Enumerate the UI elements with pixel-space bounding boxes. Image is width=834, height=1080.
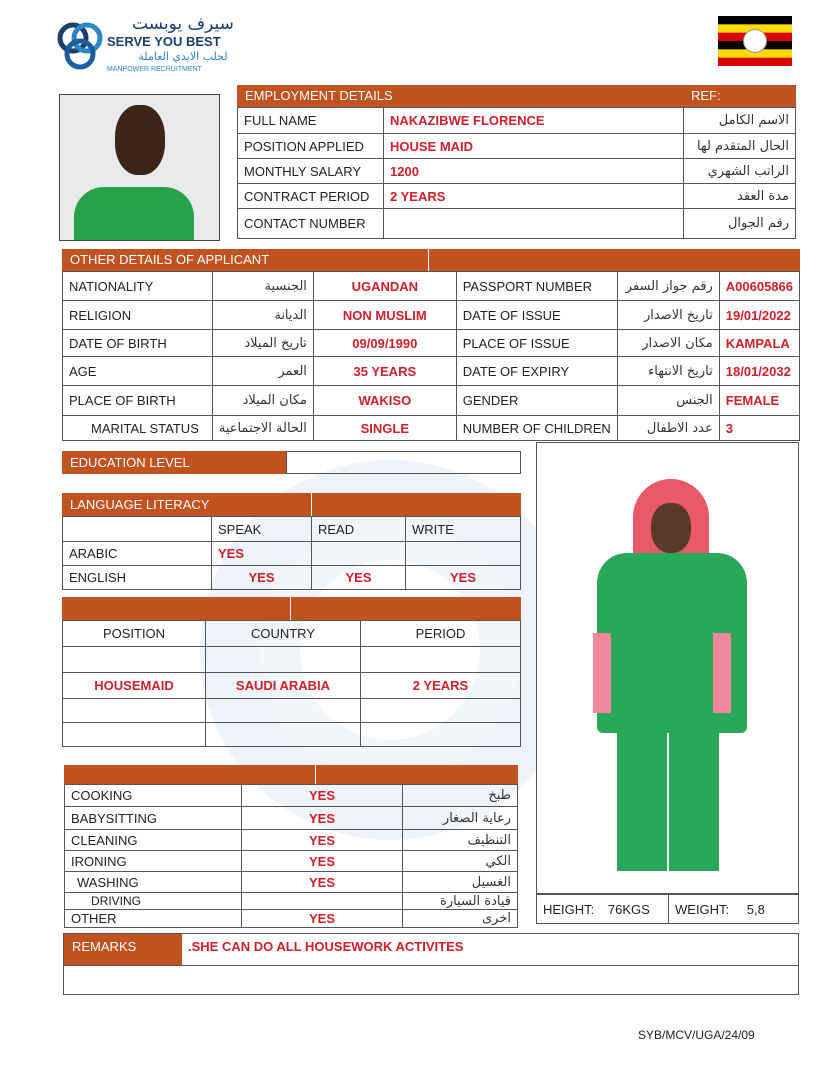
applicant-full-body-photo <box>536 442 799 894</box>
table-row <box>63 416 800 441</box>
logo-sub: MANPOWER RECRUITMENT <box>107 66 202 73</box>
ironing-arabic: الكي <box>403 851 518 872</box>
date-of-expiry-arabic: تاريخ الانتهاء <box>617 357 719 386</box>
monthly-salary-label: MONTHLY SALARY <box>238 159 384 184</box>
religion-value: NON MUSLIM <box>313 301 456 330</box>
table-row <box>63 673 521 699</box>
place-of-issue-value: KAMPALA <box>719 330 799 357</box>
work-experience-header <box>62 597 521 620</box>
experience-position <box>63 723 206 747</box>
driving-label: DRIVING <box>65 893 242 910</box>
applicant-portrait-photo <box>59 94 220 241</box>
marital-status-value: SINGLE <box>313 416 456 441</box>
babysitting-label: BABYSITTING <box>65 807 242 830</box>
remarks-label: REMARKS <box>64 934 182 965</box>
table-row <box>65 910 518 928</box>
table-row <box>65 851 518 872</box>
date-of-issue-value: 19/01/2022 <box>719 301 799 330</box>
weight-value: 5,8 <box>746 901 765 917</box>
monthly-salary-value: 1200 <box>384 159 684 184</box>
table-row <box>238 184 796 209</box>
table-row <box>63 647 521 673</box>
cooking-value: YES <box>242 785 403 807</box>
ironing-value: YES <box>242 851 403 872</box>
contract-period-arabic: مدة العقد <box>684 184 796 209</box>
place-of-issue-arabic: مكان الاصدار <box>617 330 719 357</box>
skills-table <box>64 784 518 928</box>
age-arabic: العمر <box>212 357 313 386</box>
employment-details-header <box>237 85 796 107</box>
experience-country <box>206 723 361 747</box>
age-label: AGE <box>63 357 213 386</box>
arabic-language-label: ARABIC <box>63 542 212 566</box>
height-value: 76KGS <box>607 901 650 917</box>
marital-status-label: MARITAL STATUS <box>63 416 213 441</box>
experience-position <box>63 699 206 723</box>
ref-label: REF: <box>691 88 721 103</box>
ironing-label: IRONING <box>65 851 242 872</box>
language-literacy-table <box>62 516 521 590</box>
table-row <box>63 542 521 566</box>
passport-number-value: A00605866 <box>719 272 799 301</box>
english-write-value: YES <box>406 566 521 590</box>
table-row <box>63 272 800 301</box>
table-row <box>238 134 796 159</box>
table-row <box>65 872 518 893</box>
position-applied-arabic: الحال المتقدم لها <box>684 134 796 159</box>
work-experience-table <box>62 620 521 747</box>
language-literacy-title: LANGUAGE LITERACY <box>70 497 210 512</box>
washing-label: WASHING <box>65 872 242 893</box>
remarks-value: .SHE CAN DO ALL HOUSEWORK ACTIVITES <box>188 939 464 954</box>
number-of-children-label: NUMBER OF CHILDREN <box>456 416 617 441</box>
marital-status-arabic: الحالة الاجتماعية <box>212 416 313 441</box>
uganda-flag <box>718 16 792 66</box>
cooking-arabic: طبخ <box>403 785 518 807</box>
employment-details-table <box>237 107 796 239</box>
place-of-issue-label: PLACE OF ISSUE <box>456 330 617 357</box>
read-column-header: READ <box>312 517 406 542</box>
nationality-label: NATIONALITY <box>63 272 213 301</box>
country-column-header: COUNTRY <box>206 621 361 647</box>
date-of-birth-label: DATE OF BIRTH <box>63 330 213 357</box>
contact-number-arabic: رقم الجوال <box>684 209 796 239</box>
table-row <box>238 209 796 239</box>
contact-number-value <box>384 209 684 239</box>
table-row <box>63 517 521 542</box>
arabic-read-value <box>312 542 406 566</box>
other-arabic: اخرى <box>403 910 518 928</box>
place-of-birth-value: WAKISO <box>313 386 456 416</box>
height-label: HEIGHT: <box>543 901 595 917</box>
flag-stripe <box>718 16 792 25</box>
date-of-birth-value: 09/09/1990 <box>313 330 456 357</box>
employment-details-title: EMPLOYMENT DETAILS <box>245 88 393 103</box>
table-row <box>63 301 800 330</box>
table-row <box>537 895 799 924</box>
gender-label: GENDER <box>456 386 617 416</box>
table-row <box>63 330 800 357</box>
nationality-value: UGANDAN <box>313 272 456 301</box>
skills-header <box>64 765 518 784</box>
passport-number-arabic: رقم جواز السفر <box>617 272 719 301</box>
nationality-arabic: الجنسية <box>212 272 313 301</box>
babysitting-arabic: رعاية الصغار <box>403 807 518 830</box>
table-row <box>63 386 800 416</box>
document-code: SYB/MCV/UGA/24/09 <box>638 1028 755 1042</box>
logo-name: SERVE YOU BEST <box>107 34 221 49</box>
experience-period <box>361 647 521 673</box>
date-of-birth-arabic: تاريخ الميلاد <box>212 330 313 357</box>
write-column-header: WRITE <box>406 517 521 542</box>
full-name-label: FULL NAME <box>238 108 384 134</box>
company-logo <box>55 14 255 76</box>
table-row <box>238 159 796 184</box>
table-row <box>63 699 521 723</box>
education-level-label: EDUCATION LEVEL <box>62 451 287 474</box>
religion-arabic: الديانة <box>212 301 313 330</box>
religion-label: RELIGION <box>63 301 213 330</box>
experience-country <box>206 647 361 673</box>
table-row <box>63 621 521 647</box>
english-speak-value: YES <box>212 566 312 590</box>
table-row <box>65 830 518 851</box>
driving-arabic: قيادة السيارة <box>403 893 518 910</box>
experience-position: HOUSEMAID <box>63 673 206 699</box>
logo-arabic-name: سيرف يوبست <box>132 14 234 34</box>
logo-arabic-sub: لجلب الايدي العاملة <box>138 50 228 63</box>
driving-value <box>242 893 403 910</box>
flag-emblem-icon <box>743 29 767 53</box>
contact-number-label: CONTACT NUMBER <box>238 209 384 239</box>
arabic-speak-value: YES <box>212 542 312 566</box>
table-row <box>63 357 800 386</box>
table-row <box>65 893 518 910</box>
contract-period-label: CONTRACT PERIOD <box>238 184 384 209</box>
cooking-label: COOKING <box>65 785 242 807</box>
period-column-header: PERIOD <box>361 621 521 647</box>
speak-column-header: SPEAK <box>212 517 312 542</box>
experience-position <box>63 647 206 673</box>
table-row <box>63 566 521 590</box>
passport-number-label: PASSPORT NUMBER <box>456 272 617 301</box>
experience-period: 2 YEARS <box>361 673 521 699</box>
position-applied-value: HOUSE MAID <box>384 134 684 159</box>
english-language-label: ENGLISH <box>63 566 212 590</box>
physical-table <box>536 894 799 924</box>
experience-period <box>361 699 521 723</box>
gender-value: FEMALE <box>719 386 799 416</box>
position-column-header: POSITION <box>63 621 206 647</box>
date-of-expiry-label: DATE OF EXPIRY <box>456 357 617 386</box>
table-row <box>63 723 521 747</box>
weight-label: WEIGHT: <box>675 901 730 917</box>
number-of-children-arabic: عدد الاطفال <box>617 416 719 441</box>
other-details-title: OTHER DETAILS OF APPLICANT <box>70 252 270 267</box>
full-name-value: NAKAZIBWE FLORENCE <box>384 108 684 134</box>
monthly-salary-arabic: الراتب الشهري <box>684 159 796 184</box>
language-literacy-header <box>62 493 521 516</box>
remarks-box <box>63 933 799 995</box>
age-value: 35 YEARS <box>313 357 456 386</box>
place-of-birth-label: PLACE OF BIRTH <box>63 386 213 416</box>
table-row <box>65 785 518 807</box>
flag-stripe <box>718 58 792 66</box>
full-name-arabic: الاسم الكامل <box>684 108 796 134</box>
experience-period <box>361 723 521 747</box>
table-row <box>65 807 518 830</box>
experience-country: SAUDI ARABIA <box>206 673 361 699</box>
cleaning-label: CLEANING <box>65 830 242 851</box>
other-details-header <box>62 249 800 271</box>
gender-arabic: الجنس <box>617 386 719 416</box>
washing-arabic: الغسيل <box>403 872 518 893</box>
logo-rings-icon <box>55 16 105 76</box>
cleaning-value: YES <box>242 830 403 851</box>
cleaning-arabic: التنظيف <box>403 830 518 851</box>
babysitting-value: YES <box>242 807 403 830</box>
date-of-expiry-value: 18/01/2032 <box>719 357 799 386</box>
contract-period-value: 2 YEARS <box>384 184 684 209</box>
washing-value: YES <box>242 872 403 893</box>
english-read-value: YES <box>312 566 406 590</box>
date-of-issue-label: DATE OF ISSUE <box>456 301 617 330</box>
arabic-write-value <box>406 542 521 566</box>
education-level-value <box>286 451 521 474</box>
number-of-children-value: 3 <box>719 416 799 441</box>
other-details-table <box>62 271 800 441</box>
other-label: OTHER <box>65 910 242 928</box>
place-of-birth-arabic: مكان الميلاد <box>212 386 313 416</box>
date-of-issue-arabic: تاريخ الاصدار <box>617 301 719 330</box>
position-applied-label: POSITION APPLIED <box>238 134 384 159</box>
experience-country <box>206 699 361 723</box>
table-row <box>238 108 796 134</box>
other-value: YES <box>242 910 403 928</box>
